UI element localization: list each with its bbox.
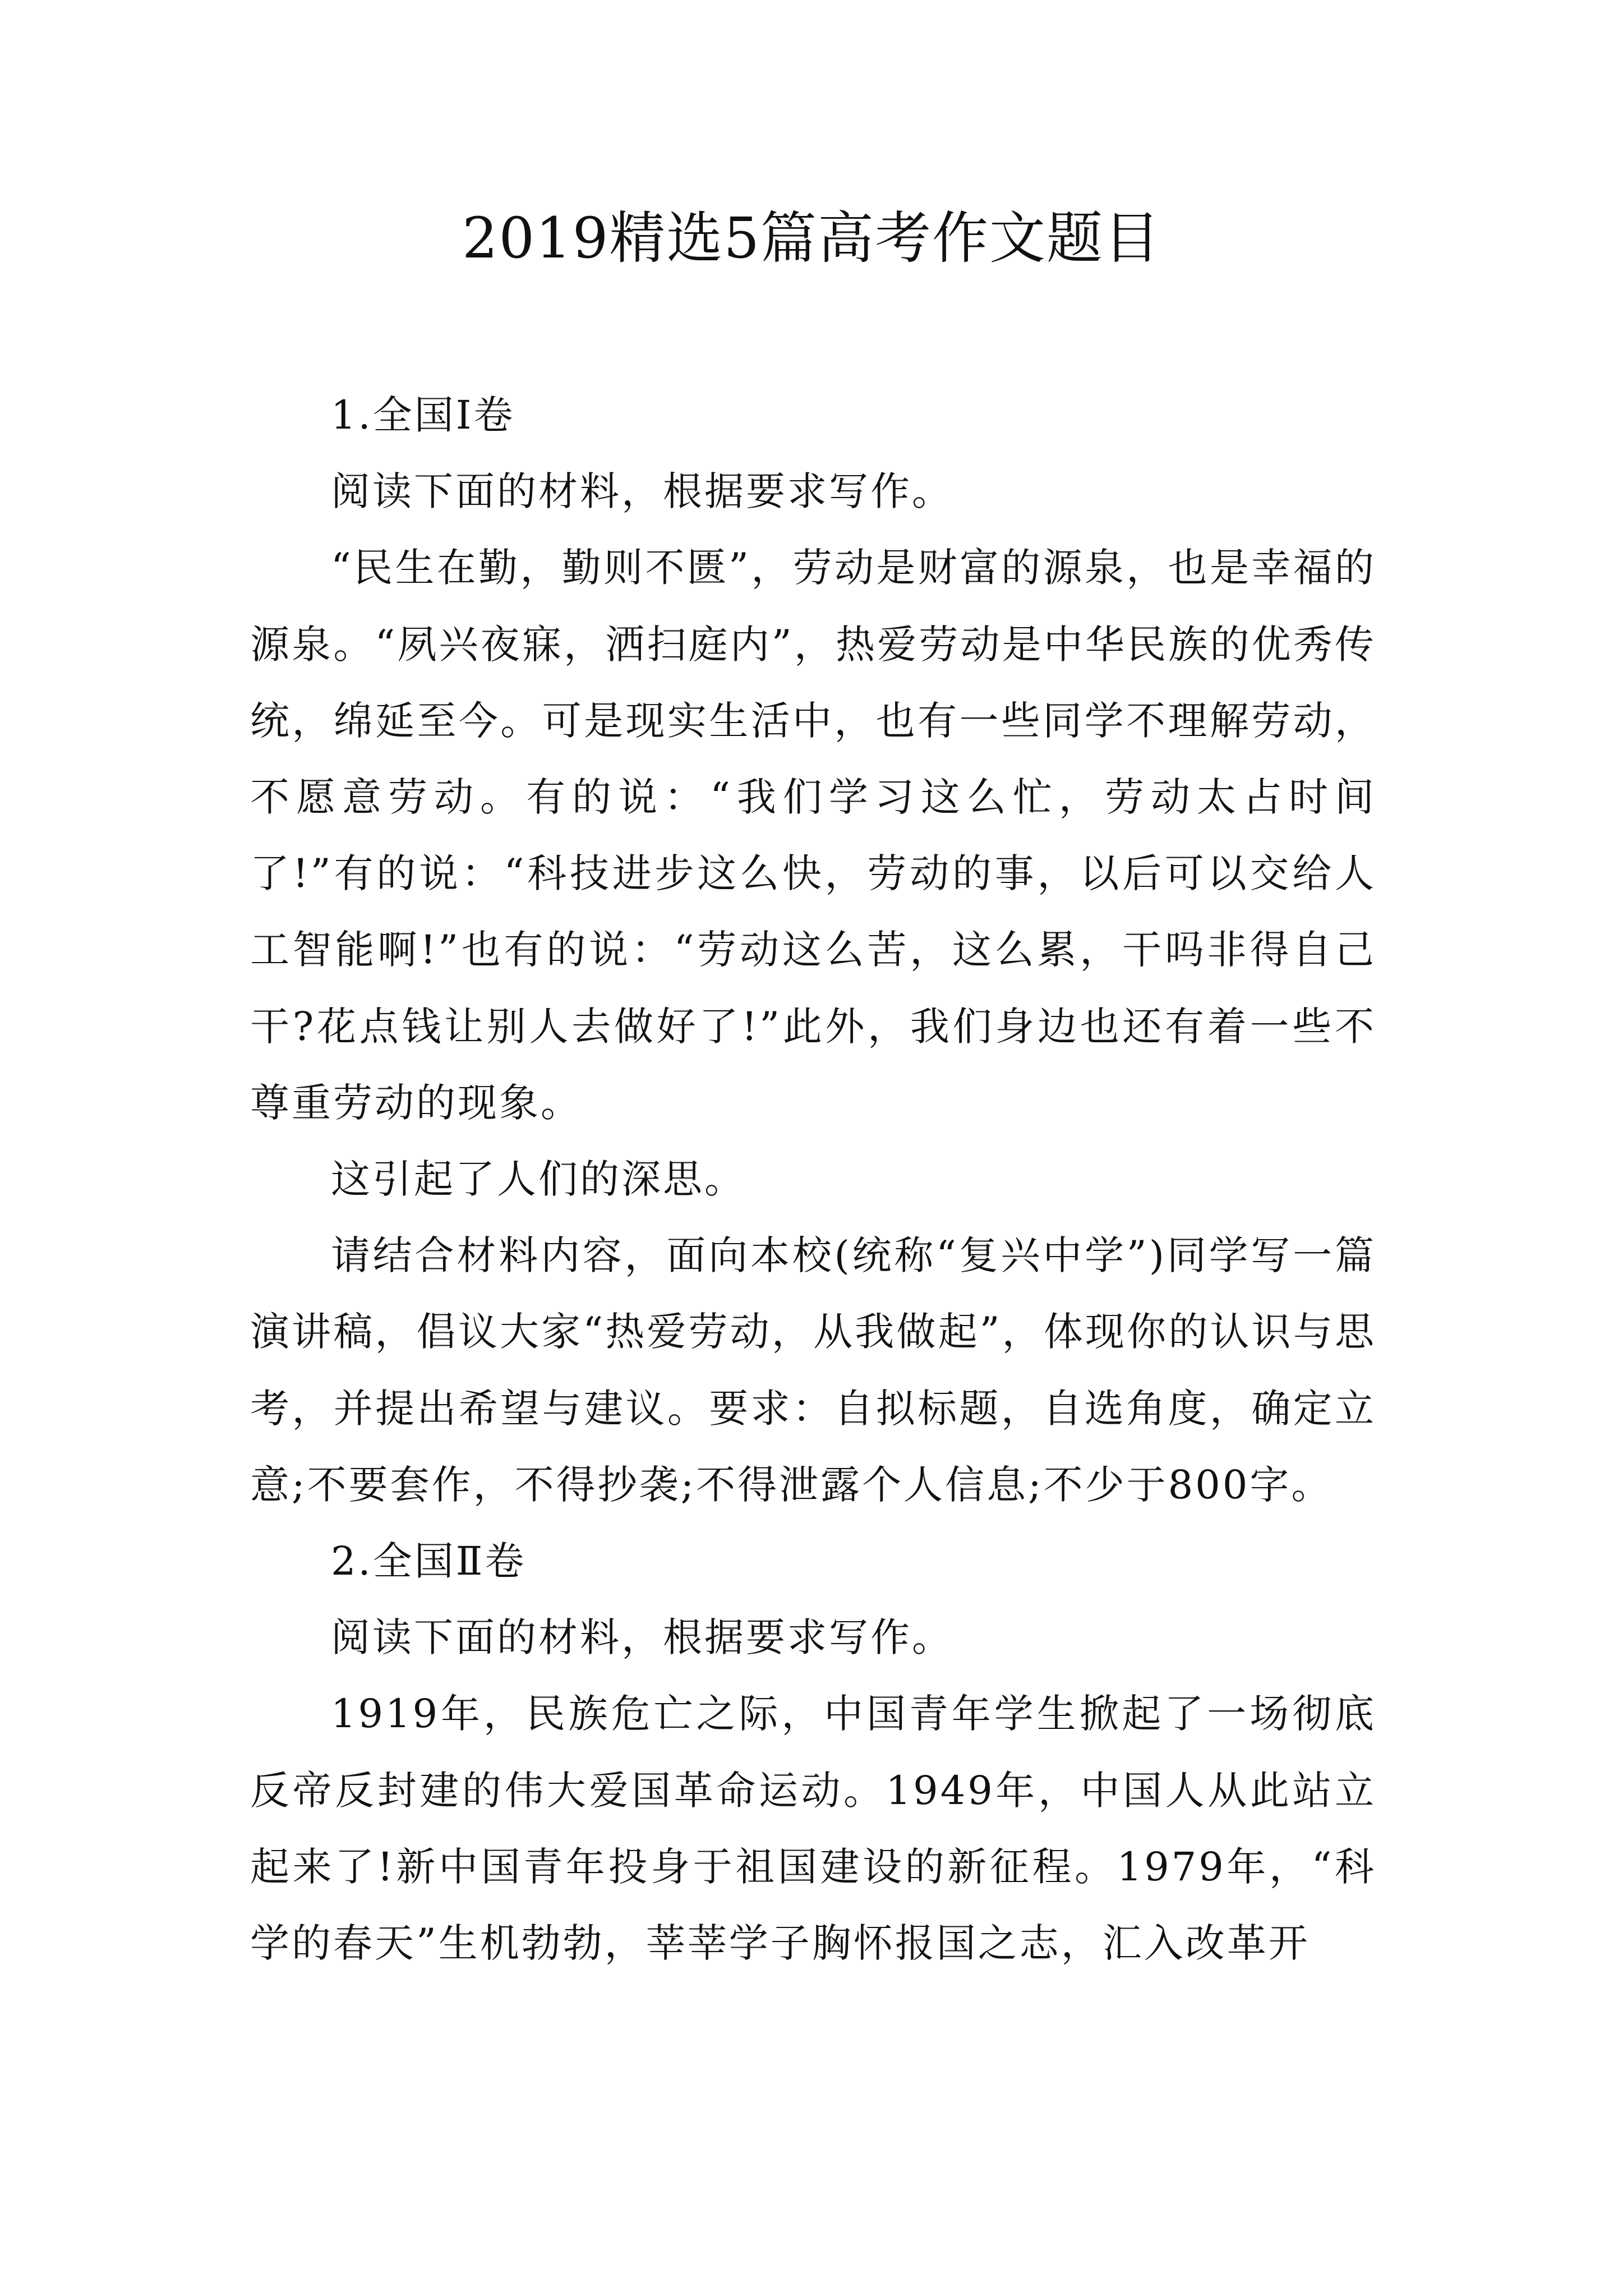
material-paragraph: 1919年，民族危亡之际，中国青年学生掀起了一场彻底反帝反封建的伟大爱国革命运动。1949年，中国人从此站立起来了!新中国青年投身于祖国建设的新征程。1979年，“科学的春天”生机勃勃，莘莘学子胸怀报国之志，汇入改革开 bbox=[250, 1691, 1376, 1967]
document-title: 2019精选5篇高考作文题目 bbox=[462, 205, 1161, 271]
document-body bbox=[250, 377, 1376, 1981]
material-paragraph: “民生在勤，勤则不匮”，劳动是财富的源泉，也是幸福的源泉。“夙兴夜寐，洒扫庭内”，热爱劳动是中华民族的优秀传统，绵延至今。可是现实生活中，也有一些同学不理解劳动，不愿意劳动。有的说：“我们学习这么忙，劳动太占时间了!”有的说：“科技进步这么快，劳动的事，以后可以交给人工智能啊!”也有的说：“劳动这么苦，这么累，干吗非得自己干?花点钱让别人去做好了!”此外，我们身边也还有着一些不尊重劳动的现象。 bbox=[250, 545, 1376, 1126]
instruction-paragraph: 阅读下面的材料，根据要求写作。 bbox=[331, 1614, 953, 1661]
section-heading-2: 2.全国Ⅱ卷 bbox=[331, 1538, 527, 1585]
task-paragraph: 请结合材料内容，面向本校(统称“复兴中学”)同学写一篇演讲稿，倡议大家“热爱劳动，从我做起”，体现你的认识与思考，并提出希望与建议。要求：自拟标题，自选角度，确定立意;不要套作，不得抄袭;不得泄露个人信息;不少于800字。 bbox=[250, 1232, 1376, 1508]
section-heading-1: 1.全国Ⅰ卷 bbox=[331, 392, 515, 438]
instruction-paragraph: 阅读下面的材料，根据要求写作。 bbox=[331, 468, 953, 515]
reflection-paragraph: 这引起了人们的深思。 bbox=[331, 1156, 746, 1203]
